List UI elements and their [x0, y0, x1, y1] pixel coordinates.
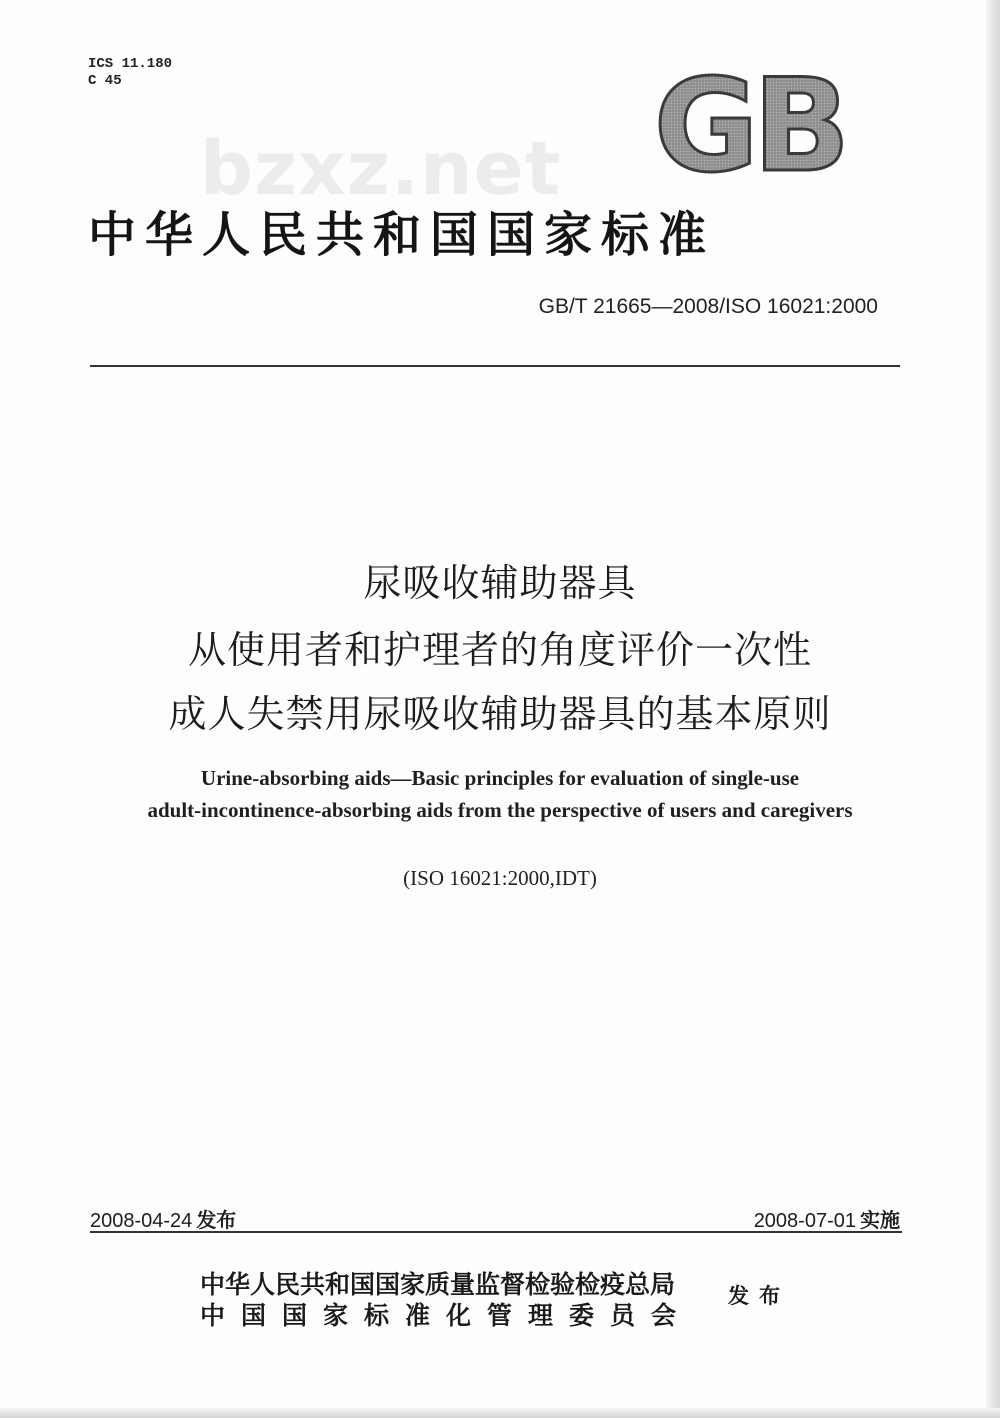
issue-date-value: 2008-04-24 [90, 1210, 193, 1232]
page-edge-shadow [986, 0, 1000, 1418]
gb-logo-text: GB [653, 66, 845, 182]
english-title-line-2: adult-incontinence-absorbing aids from the perspective of users and caregivers [147, 798, 853, 822]
chinese-title-line-3: 成人失禁用尿吸收辅助器具的基本原则 [168, 692, 832, 736]
issuer-line-1: 中华人民共和国国家质量监督检验检疫总局 [200, 1270, 676, 1299]
watermark: bzxz.net [200, 126, 562, 212]
standard-number: GB/T 21665—2008/ISO 16021:2000 [538, 295, 878, 318]
effective-date-suffix: 实施 [860, 1208, 900, 1232]
chinese-title-line-2: 从使用者和护理者的角度评价一次性 [187, 628, 812, 672]
english-title-line-1: Urine-absorbing aids—Basic principles for evaluation of single-use [200, 766, 800, 790]
issue-date [90, 1204, 236, 1233]
ccs-code: C 45 [88, 73, 122, 89]
issuer-line-2: 中国国家标准化管理委员会 [200, 1301, 693, 1330]
chinese-title-line-1: 尿吸收辅助器具 [363, 561, 637, 605]
iso-equivalence: (ISO 16021:2000,IDT) [403, 866, 597, 890]
issue-date-suffix: 发布 [196, 1208, 237, 1232]
publish-label: 发布 [728, 1284, 790, 1308]
page-bottom-shadow [0, 1408, 1000, 1418]
gb-logo [646, 66, 852, 182]
header-divider [90, 365, 900, 367]
effective-date [754, 1204, 900, 1233]
national-standard-title: 中华人民共和国国家标准 [88, 207, 716, 263]
footer-divider [90, 1231, 902, 1233]
ics-code: ICS 11.180 [88, 56, 173, 72]
classification-codes [88, 56, 172, 90]
effective-date-value: 2008-07-01 [753, 1210, 856, 1232]
